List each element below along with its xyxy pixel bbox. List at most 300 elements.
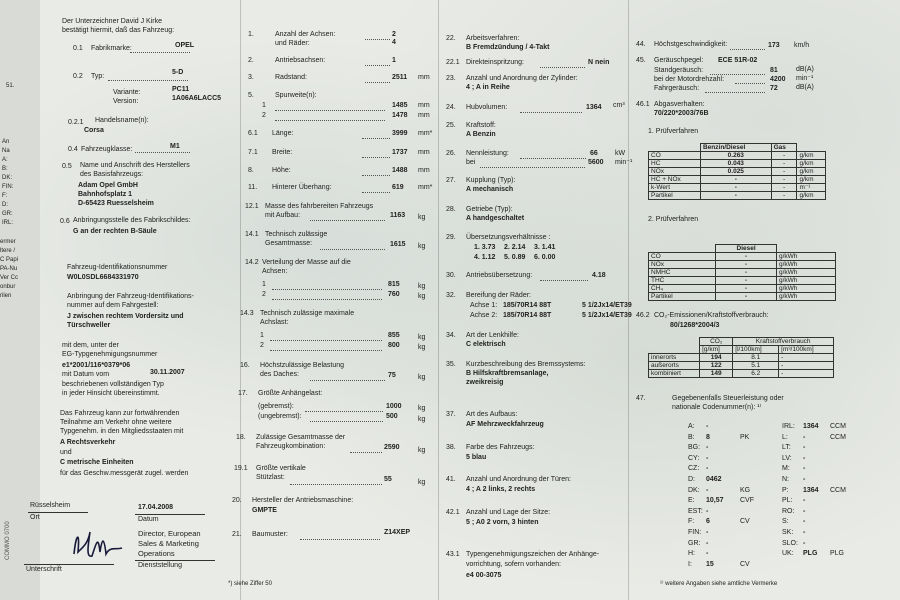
table-cell: CH₄ — [649, 285, 716, 293]
text-line: mit dem, unter der — [62, 342, 119, 349]
dotted-line — [362, 175, 390, 176]
address-line: Adam Opel GmbH — [78, 182, 138, 189]
code-value: - — [706, 444, 709, 452]
fold-line — [628, 0, 629, 600]
field-value: 1737 — [392, 149, 408, 156]
field-value: Corsa — [84, 127, 104, 134]
field-value: 619 — [392, 184, 404, 191]
code-value: PLG — [803, 550, 818, 558]
text-line: Das Fahrzeug kann zur fortwährenden — [60, 410, 180, 417]
field-number: 1 — [262, 281, 266, 288]
axle-label: Achse 2: — [470, 312, 498, 319]
field-number: 3. — [248, 74, 254, 81]
field-number: 19.1 — [234, 465, 248, 472]
field-label: Farbe des Fahrzeugs: — [466, 444, 535, 451]
field-number: 43.1 — [446, 551, 460, 558]
field-label: Höhe: — [272, 167, 291, 174]
table-cell: - — [716, 261, 777, 269]
section-title: 2. Prüfverfahren — [648, 216, 699, 223]
field-unit: kg — [418, 334, 426, 341]
table-cell: HC — [649, 160, 701, 168]
text-line: EG-Typgenehmigungsnummer — [62, 351, 158, 358]
country-code: Na — [2, 148, 10, 154]
table-row — [649, 354, 834, 362]
dotted-line — [310, 380, 385, 381]
footnote: *) siehe Ziffer 50 — [228, 581, 272, 587]
field-number: 1 — [260, 332, 264, 339]
field-unit: kg — [418, 283, 426, 290]
field-value: C metrische Einheiten — [60, 459, 134, 466]
gear-ratio: 6. 0.00 — [534, 254, 556, 261]
field-label: Länge: — [272, 130, 294, 137]
underline — [135, 560, 215, 561]
code-country: S: — [782, 518, 789, 526]
dotted-line — [305, 411, 383, 412]
field-number: 14.2 — [245, 259, 259, 266]
field-number: 0.2.1 — [68, 119, 84, 126]
field-value: 2 — [392, 31, 396, 38]
dotted-line — [270, 350, 382, 351]
table-cell: 0.025 — [700, 168, 771, 176]
field-value: 1 — [392, 57, 396, 64]
dotted-line — [365, 82, 390, 83]
test-table-1 — [648, 143, 826, 200]
fold-line — [240, 0, 241, 600]
dotted-line — [365, 39, 390, 40]
field-value: Türschweller — [67, 322, 111, 329]
gear-ratio: 3. 1.41 — [534, 244, 556, 251]
field-unit: kg — [418, 214, 426, 221]
field-label: Nennleistung: — [466, 150, 509, 157]
field-label: Variante: — [113, 89, 141, 96]
table-cell: NOx — [649, 168, 701, 176]
field-value: 800 — [388, 342, 400, 349]
code-value: - — [706, 539, 709, 547]
code-value: - — [706, 550, 709, 558]
table-cell — [797, 144, 826, 152]
field-number: 44. — [636, 41, 646, 48]
field-label: Hinterer Überhang: — [272, 184, 332, 191]
code-country: UK: — [782, 550, 794, 558]
field-unit: mm — [418, 102, 430, 109]
field-value: A mechanisch — [466, 186, 514, 193]
code-value: - — [803, 465, 806, 473]
field-number: 2 — [260, 342, 264, 349]
text-line: mit Datum vom — [62, 371, 110, 378]
code-value: - — [706, 529, 709, 536]
field-value: 72 — [770, 85, 778, 92]
field-unit: kg — [418, 374, 426, 381]
gear-ratio: 1. 3.73 — [474, 244, 496, 251]
table-cell: - — [771, 192, 797, 200]
field-value: 1615 — [390, 241, 406, 248]
field-unit: kW — [615, 150, 626, 157]
table-row — [649, 269, 836, 277]
table-cell: Partikel — [649, 293, 716, 301]
table-cell: k-Wert — [649, 184, 701, 192]
field-label: des Basisfahrzeugs: — [80, 171, 144, 178]
field-number: 12.1 — [245, 203, 259, 210]
field-label: Art des Aufbaus: — [466, 411, 518, 418]
field-number: 14.1 — [245, 231, 259, 238]
field-label: Gesamtmasse: — [265, 240, 313, 247]
field-unit: mm — [418, 74, 430, 81]
field-label: Radstand: — [275, 74, 307, 81]
table-cell: - — [716, 269, 777, 277]
field-value: 5600 — [588, 159, 604, 166]
table-cell: CO — [649, 152, 701, 160]
code-unit: CCM — [830, 433, 846, 441]
field-value: 1A06A6LACC5 — [172, 95, 222, 102]
field-value: 55 — [384, 476, 392, 483]
field-value: J zwischen rechtem Vordersitz und — [67, 313, 184, 320]
sign-role: Director, European — [138, 529, 201, 538]
sign-date-label: Datum — [138, 516, 159, 523]
dotted-line — [275, 110, 385, 111]
field-number: 32. — [446, 292, 456, 299]
field-value: B Fremdzündung / 4-Takt — [466, 44, 550, 51]
field-number: 11. — [248, 184, 258, 191]
field-value: A Rechtsverkehr — [60, 439, 116, 446]
code-country: B: — [688, 433, 695, 441]
field-number: 0.2 — [73, 73, 83, 80]
field-value: 3999 — [392, 130, 408, 137]
code-country: FIN: — [688, 529, 702, 536]
sign-label: Unterschrift — [26, 566, 62, 573]
field-label: Kupplung (Typ): — [466, 177, 516, 184]
field-number: 5. — [248, 92, 254, 99]
field-label: Technisch zulässige maximale — [260, 310, 355, 317]
code-value: - — [803, 444, 806, 452]
field-value: 81 — [770, 67, 778, 74]
field-label: Fahrzeugklasse: — [81, 146, 133, 153]
field-value: 4 ; A in Reihe — [466, 84, 510, 91]
field-unit: mm* — [418, 184, 433, 191]
field-label: und Räder: — [275, 40, 310, 47]
code-unit: CCM — [830, 423, 846, 430]
field-unit: kg — [418, 293, 426, 300]
field-label: Größte Anhängelast: — [258, 390, 323, 397]
table-cell: g/kWh — [777, 293, 836, 301]
underline — [135, 514, 205, 515]
field-value: 1488 — [392, 167, 408, 174]
table-cell — [649, 245, 716, 253]
code-country: RO: — [782, 507, 795, 515]
table-cell: g/kWh — [777, 253, 836, 261]
code-value: 10,57 — [706, 497, 724, 505]
field-label: CO₂-Emissionen/Kraftstoffverbrauch: — [654, 312, 769, 319]
dotted-line — [130, 52, 190, 53]
gear-ratio: 4. 1.12 — [474, 254, 496, 261]
vin-value: W0L0SDL6684331970 — [67, 274, 139, 281]
dotted-line — [362, 138, 390, 139]
field-unit: mm — [418, 112, 430, 119]
dotted-line — [710, 74, 765, 75]
table-cell: g/km — [797, 192, 826, 200]
field-value: 500 — [386, 413, 398, 420]
signature — [70, 524, 130, 564]
field-label: Direkteinspritzung: — [466, 59, 524, 66]
field-value: 1478 — [392, 112, 408, 119]
field-unit: dB(A) — [796, 84, 814, 91]
field-label: Anzahl und Anordnung der Zylinder: — [466, 75, 578, 82]
code-country: CY: — [688, 454, 700, 462]
field-value: 760 — [388, 291, 400, 298]
dotted-line — [540, 67, 585, 68]
field-label: Anzahl und Anordnung der Türen: — [466, 476, 571, 483]
test-table-2 — [648, 244, 836, 301]
co2-table — [648, 337, 834, 378]
field-label: Stützlast: — [256, 474, 285, 481]
field-number: 21. — [232, 531, 242, 538]
field-label: Standgeräusch: — [654, 67, 704, 74]
code-value: - — [803, 529, 806, 536]
field-label: Zulässige Gesamtmasse der — [256, 434, 346, 441]
field-value: PC11 — [172, 86, 190, 93]
table-cell — [777, 245, 836, 253]
country-code: DK: — [2, 175, 13, 181]
field-label: Spurweite(n): — [275, 92, 317, 99]
note-fragment: Ver Cc — [0, 275, 19, 281]
field-value: 2511 — [392, 74, 408, 81]
field-label: Achslast: — [260, 319, 289, 326]
address-line: D-65423 Ruesselsheim — [78, 200, 154, 207]
sign-role-label: Dienststellung — [138, 562, 182, 569]
code-value: - — [706, 423, 709, 430]
field-number: 0.6 — [60, 218, 70, 225]
dotted-line — [520, 112, 582, 113]
field-unit: min⁻¹ — [796, 75, 814, 82]
table-header: Gas — [771, 144, 797, 152]
field-label: Technisch zulässige — [265, 231, 328, 238]
table-cell: innerorts — [649, 354, 700, 362]
code-value: 1364 — [803, 423, 819, 430]
sign-role: Operations — [138, 549, 175, 558]
rim-size: 5 1/2Jx14/ET39 — [582, 302, 632, 309]
tyre-size: 185/70R14 88T — [503, 302, 552, 309]
table-header: CO₂ — [700, 338, 733, 346]
table-cell: g/kWh — [777, 269, 836, 277]
table-cell: CO — [649, 253, 716, 261]
country-code: B: — [2, 166, 8, 172]
table-row — [649, 168, 826, 176]
field-value: AF Mehrzweckfahrzeug — [466, 421, 544, 428]
code-country: N: — [782, 476, 789, 483]
table-cell: g/kWh — [777, 261, 836, 269]
field-number: 38. — [446, 444, 456, 451]
field-value: 66 — [590, 150, 598, 157]
dotted-line — [520, 158, 586, 159]
text-line: Typgenehm. in den Mitgliedsstaaten mit — [60, 428, 184, 435]
field-value: 1163 — [390, 212, 406, 219]
field-label: nummer auf dem Fahrgestell: — [67, 302, 159, 309]
field-value: 1000 — [386, 403, 402, 410]
code-country: IRL: — [782, 423, 795, 430]
table-cell: 0.263 — [700, 152, 771, 160]
country-code: IRL: — [2, 220, 14, 226]
field-number: 41. — [446, 476, 456, 483]
table-cell: g/kWh — [777, 285, 836, 293]
table-cell: kombiniert — [649, 370, 700, 378]
field-number: 34. — [446, 332, 456, 339]
field-number: 0.5 — [62, 163, 72, 170]
dotted-line — [310, 421, 383, 422]
dotted-line — [290, 484, 382, 485]
field-value: GMPTE — [252, 507, 277, 514]
dotted-line — [275, 120, 385, 121]
table-header: Benzin/Diesel — [700, 144, 771, 152]
dotted-line — [730, 49, 765, 50]
field-value: 75 — [388, 372, 396, 379]
code-country: BG: — [688, 444, 701, 452]
table-cell: - — [771, 168, 797, 176]
dotted-line — [365, 65, 390, 66]
code-value: - — [803, 518, 806, 526]
table-cell: 122 — [700, 362, 733, 370]
dotted-line — [480, 167, 585, 168]
field-unit: kg — [418, 405, 426, 412]
field-label: Kurzbeschreibung des Bremssystems: — [466, 361, 586, 368]
text-line: Teilnahme am Verkehr ohne weitere — [60, 419, 172, 426]
field-unit: dB(A) — [796, 66, 814, 73]
table-cell: - — [716, 253, 777, 261]
code-unit: CV — [740, 560, 750, 568]
field-number: 37. — [446, 411, 456, 418]
code-value: 1364 — [803, 486, 819, 494]
code-value: - — [803, 433, 806, 441]
field-value: N nein — [588, 59, 610, 66]
code-value: - — [803, 497, 806, 505]
code-value: - — [706, 465, 709, 473]
field-label: Gegebenenfalls Steuerleistung oder — [672, 395, 784, 402]
sign-role: Sales & Marketing — [138, 539, 199, 548]
table-header: Diesel — [716, 245, 777, 253]
field-label: Verteilung der Masse auf die — [262, 259, 351, 266]
code-value: - — [706, 454, 709, 462]
field-number: 1 — [262, 102, 266, 109]
field-label: Fahrgeräusch: — [654, 85, 700, 92]
code-value: - — [803, 507, 806, 515]
dotted-line — [362, 157, 390, 158]
dotted-line — [310, 220, 385, 221]
field-label: nationale Codenummer(n): ¹⁾ — [672, 404, 762, 411]
table-cell: HC + NOx — [649, 176, 701, 184]
field-label: Handelsname(n): — [95, 117, 149, 124]
code-value: - — [803, 539, 806, 547]
code-country: L: — [782, 433, 788, 441]
code-value: 8 — [706, 433, 710, 441]
field-number: 22.1 — [446, 59, 460, 66]
field-label: bei — [466, 159, 476, 166]
field-number: 17. — [238, 390, 248, 397]
table-cell: - — [779, 362, 834, 370]
field-number: 30. — [446, 272, 456, 279]
fold-line — [438, 0, 439, 600]
note-fragment: ltere / — [0, 248, 16, 254]
code-country: F: — [688, 518, 695, 526]
code-country: GR: — [688, 539, 701, 547]
code-country: DK: — [688, 486, 700, 494]
field-label: Bereifung der Räder: — [466, 292, 531, 299]
country-code: An — [2, 139, 10, 145]
table-cell: - — [700, 184, 771, 192]
dotted-line — [350, 452, 382, 453]
dotted-line — [272, 299, 382, 300]
text-line: für das Geschw.messgerät zugel. werden — [60, 470, 189, 477]
field-value: 2590 — [384, 444, 400, 451]
code-unit: PLG — [830, 550, 845, 558]
field-number: 24. — [446, 104, 456, 111]
field-label: Fahrzeugkombination: — [256, 443, 326, 450]
field-number: 14.3 — [240, 310, 254, 317]
code-value: 15 — [706, 560, 714, 568]
field-value: 5 ; A0 2 vorn, 3 hinten — [466, 519, 539, 526]
underline — [24, 564, 114, 565]
field-value: 4 — [392, 39, 396, 46]
field-number: 6.1 — [248, 130, 258, 137]
table-cell: 8.1 — [733, 354, 779, 362]
code-country: LT: — [782, 444, 791, 452]
code-country: I: — [688, 560, 692, 568]
table-cell: 5.1 — [733, 362, 779, 370]
table-cell: 0.043 — [700, 160, 771, 168]
field-number: 47. — [636, 395, 646, 402]
field-label: Getriebe (Typ): — [466, 206, 513, 213]
field-number: 20. — [232, 497, 242, 504]
field-label: (gebremst): — [258, 403, 294, 410]
code-country: SLO: — [782, 539, 798, 547]
table-row — [649, 184, 826, 192]
table-cell: 6.2 — [733, 370, 779, 378]
sign-place-label: Ort — [30, 514, 40, 521]
underline — [28, 512, 88, 513]
code-country: LV: — [782, 454, 792, 462]
field-number: 45. — [636, 57, 646, 64]
field-unit: mm* — [418, 130, 433, 137]
gear-ratio: 5. 0.89 — [504, 254, 526, 261]
field-value: 70/220*2003/76B — [654, 110, 709, 117]
field-value: 5 blau — [466, 454, 487, 461]
side-code: COMMO 0700 — [5, 521, 11, 560]
table-cell — [649, 144, 701, 152]
tyre-size: 185/70R14 88T — [503, 312, 552, 319]
country-code: A: — [2, 157, 8, 163]
table-cell: - — [716, 285, 777, 293]
field-value: 1364 — [586, 104, 602, 111]
table-cell: g/km — [797, 160, 826, 168]
rim-size: 5 1/2Jx14/ET39 — [582, 312, 632, 319]
table-cell: - — [779, 354, 834, 362]
field-label: Antriebsachsen: — [275, 57, 326, 64]
country-code: FIN: — [2, 184, 14, 190]
field-label: Anbringung der Fahrzeug-Identifikations- — [67, 293, 194, 300]
field-value: 4200 — [770, 76, 786, 83]
table-cell: - — [716, 277, 777, 285]
dotted-line — [300, 539, 380, 540]
intro-line: bestätigt hiermit, daß das Fahrzeug: — [62, 27, 175, 34]
table-header: [m³/100km] — [779, 346, 834, 354]
code-country: PL: — [782, 497, 793, 505]
table-cell: THC — [649, 277, 716, 285]
table-header: [l/100km] — [733, 346, 779, 354]
field-label: Art der Lenkhilfe: — [466, 332, 519, 339]
table-cell: g/km — [797, 168, 826, 176]
field-label: Kraftstoff: — [466, 122, 496, 129]
code-value: - — [803, 454, 806, 462]
field-unit: min⁻¹ — [615, 159, 633, 166]
field-unit: kg — [418, 416, 426, 423]
table-cell: Partikel — [649, 192, 701, 200]
